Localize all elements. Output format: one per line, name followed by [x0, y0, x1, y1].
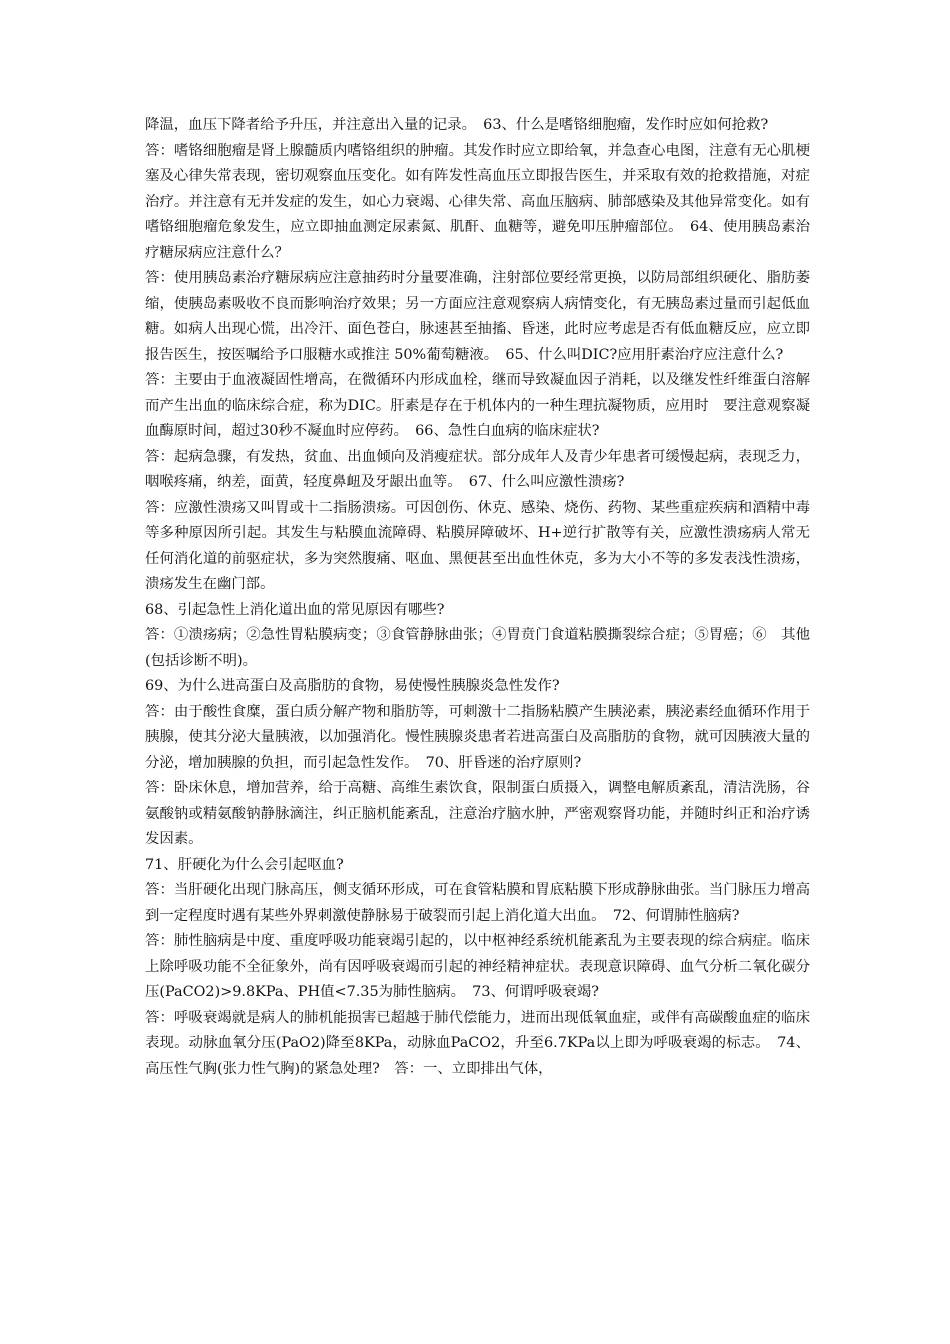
paragraph-7: 68、引起急性上消化道出血的常见原因有哪些? — [145, 601, 445, 618]
paragraph-2: 答：嗜铬细胞瘤是肾上腺髓质内嗜铬组织的肿瘤。其发作时应立即给氧，并急查心电图，注意有无心肌梗塞及心律失常表现，密切观察血压变化。如有阵发性高血压立即报告医生，并采取有效的抢救措施，对症治疗。并注意有无并发症的发生，如心力衰竭、心律失常、高血压脑病、肺部感染及其他异常变化。如有嗜铬细胞瘤危象发生，应立即抽血测定尿素氮、肌酐、血糖等，避免叩压肿瘤部位。 64、使用胰岛素治疗糖尿病应注意什么？ — [145, 142, 810, 261]
paragraph-8: 答：①溃疡病；②急性胃粘膜病变；③食管静脉曲张；④胃贲门食道粘膜撕裂综合症；⑤胃癌；⑥ 其他(包括诊断不明)。 — [145, 627, 810, 669]
paragraph-10: 答：由于酸性食糜，蛋白质分解产物和脂肪等，可刺激十二指肠粘膜产生胰泌素，胰泌素经血循环作用于胰腺，使其分泌大量胰液，以加强消化。慢性胰腺炎患者若进高蛋白及高脂肪的食物，就可因胰液大量的分泌，增加胰腺的负担，而引起急性发作。 70、肝昏迷的治疗原则? — [145, 703, 810, 771]
paragraph-15: 答：呼吸衰竭就是病人的肺机能损害已超越于肺代偿能力，进而出现低氧血症，或伴有高碳酸血症的临床表现。动脉血氧分压(PaO2)降至8KPa，动脉血PaCO2，升至6.7KPa以上即为呼吸衰竭的标志。 74、高压性气胸(张力性气胸)的紧急处理? 答：一、立即排出气体， — [145, 1009, 810, 1077]
paragraph-1: 降温，血压下降者给予升压，并注意出入量的记录。 63、什么是嗜铬细胞瘤，发作时应如何抢救? — [145, 117, 769, 133]
paragraph-3: 答：使用胰岛素治疗糖尿病应注意抽药时分量要准确，注射部位要经常更换，以防局部组织硬化、脂肪萎缩，使胰岛素吸收不良而影响治疗效果；另一方面应注意观察病人病情变化，有无胰岛素过量而引起低血糖。如病人出现心慌，出冷汗、面色苍白，脉速甚至抽搐、昏迷，此时应考虑是否有低血糖反应，应立即报告医生，按医嘱给予口服糖水或推注 50%葡萄糖液。 65、什么叫DIC?应用肝素治疗应注意什么? — [145, 270, 810, 363]
paragraph-13: 答：当肝硬化出现门脉高压，侧支循环形成，可在食管粘膜和胃底粘膜下形成静脉曲张。当门脉压力增高到一定程度时遇有某些外界刺激使静脉易于破裂而引起上消化道大出血。 72、何谓肺性脑病? — [145, 882, 810, 924]
paragraph-14: 答：肺性脑病是中度、重度呼吸功能衰竭引起的，以中枢神经系统机能紊乱为主要表现的综合病症。临床上除呼吸功能不全征象外，尚有因呼吸衰竭而引起的神经精神症状。表现意识障碍、血气分析二氧化碳分压(PaCO2)>9.8KPa、PH值<7.35为肺性脑病。 73、何谓呼吸衰竭? — [145, 933, 810, 1000]
paragraph-9: 69、为什么进高蛋白及高脂肪的食物，易使慢性胰腺炎急性发作? — [145, 678, 560, 694]
document-page — [145, 113, 810, 1082]
paragraph-11: 答：卧床休息，增加营养，给于高糖、高维生素饮食，限制蛋白质摄入，调整电解质紊乱，清洁洗肠，谷氨酸钠或精氨酸钠静脉滴注，纠正脑机能紊乱，注意治疗脑水肿，严密观察肾功能，并随时纠正和治疗诱发因素。 — [145, 780, 810, 847]
paragraph-4: 答：主要由于血液凝固性增高，在微循环内形成血栓，继而导致凝血因子消耗，以及继发性纤维蛋白溶解而产生出血的临床综合症，称为DIC。肝素是存在于机体内的一种生理抗凝物质，应用时 要注意观察凝血酶原时间，超过30秒不凝血时应停药。 66、急性白血病的临床症状? — [145, 372, 810, 439]
paragraph-12: 71、肝硬化为什么会引起呕血? — [145, 856, 344, 873]
paragraph-6: 答：应激性溃疡又叫胃或十二指肠溃疡。可因创伤、休克、感染、烧伤、药物、某些重症疾病和酒精中毒等多种原因所引起。其发生与粘膜血流障碍、粘膜屏障破坏、H+逆行扩散等有关，应激性溃疡病人常无任何消化道的前驱症状，多为突然腹痛、呕血、黑便甚至出血性休克，多为大小不等的多发表浅性溃疡，溃疡发生在幽门部。 — [145, 499, 810, 592]
paragraph-5: 答：起病急骤，有发热，贫血、出血倾向及消瘦症状。部分成年人及青少年患者可缓慢起病，表现乏力，咽喉疼痛，纳差，面黄，轻度鼻衄及牙龈出血等。 67、什么叫应激性溃疡? — [145, 448, 810, 490]
